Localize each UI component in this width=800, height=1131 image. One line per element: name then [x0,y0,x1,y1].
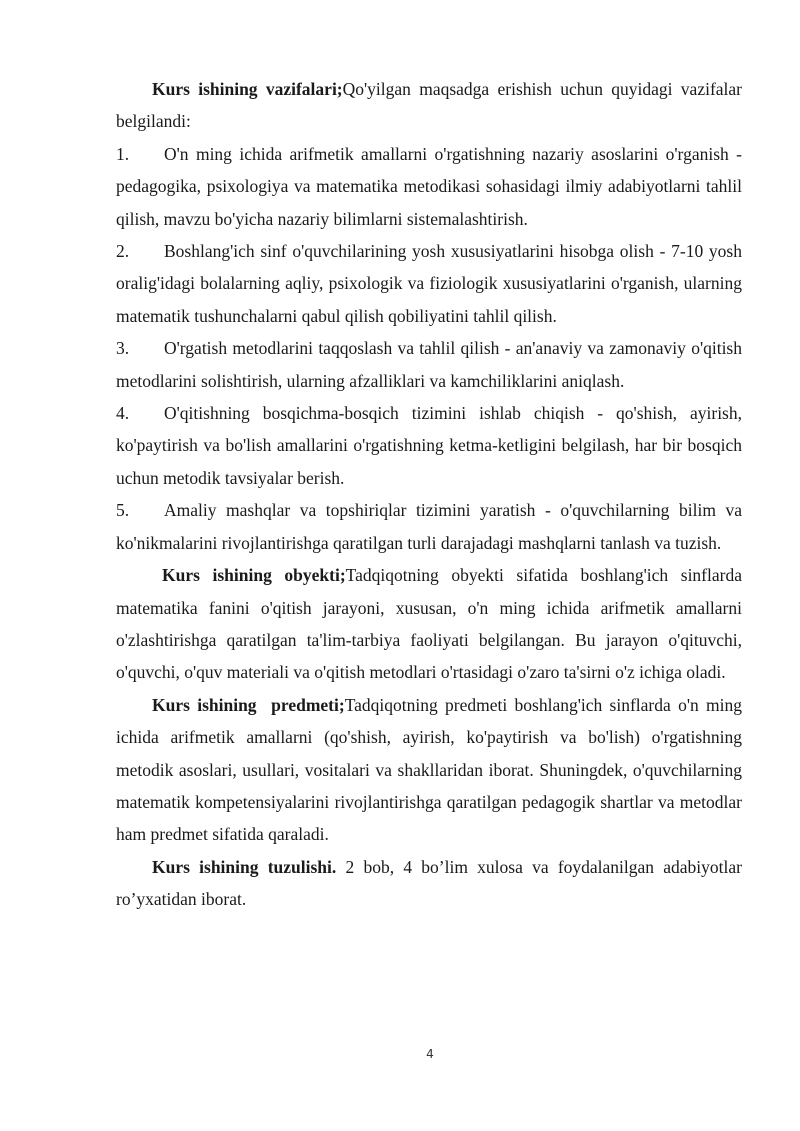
list-item [116,494,742,559]
subject-paragraph [116,689,742,851]
list-number: 1. [116,143,130,164]
structure-heading: Kurs ishining tuzulishi. [152,856,337,877]
list-item [116,332,742,397]
list-text: Boshlang'ich sinf o'quvchilarining yosh xususiyatlarini hisobga olish - 7-10 yosh oralig'idagi bolalarning aqliy, psixologik va fiziologik xususiyatlarini o'rganish, ularning matematik tushunchalarni qabul qilish qobiliyatini tahlil qilish. [116,241,742,326]
list-item [116,397,742,494]
page-number: 4 [426,1047,434,1061]
subject-heading: Kurs ishining predmeti; [152,694,345,715]
object-heading: Kurs ishining obyekti; [162,565,346,586]
list-text: O'qitishning bosqichma-bosqich tizimini ishlab chiqish - qo'shish, ayirish, ko'paytirish va bo'lish amallarini o'rgatishning ketma-ketligini belgilash, har bir bosqich uchun metodik tavsiyalar berish. [116,403,742,488]
object-paragraph [116,559,742,689]
list-item [116,138,742,235]
structure-text: 2 bob, 4 bo’lim xulosa va foydalanilgan adabiyotlar ro’yxatidan iborat. [116,856,742,910]
list-text: O'rgatish metodlarini taqqoslash va tahlil qilish - an'anaviy va zamonaviy o'qitish metodlarini solishtirish, ularning afzalliklari va kamchiliklarini aniqlash. [116,338,742,391]
page-body [116,73,742,916]
tasks-heading: Kurs ishining vazifalari; [152,79,343,99]
subject-text: Tadqiqotning predmeti boshlang'ich sinflarda o'n ming ichida arifmetik amallarni (qo'shish, ayirish, ko'paytirish va bo'lish) o'rgatishning metodik asoslari, usullari, vositalari va shakllaridan iborat. Shuningdek, o'quvchilarning matematik kompetensiyalarini rivojlantirishga qaratilgan pedagogik shartlar va metodlar ham predmet sifatida qaraladi. [116,694,742,845]
tasks-intro: Qo'yilgan maqsadga erishish uchun quyidagi vazifalar belgilandi: [116,79,743,132]
list-item [116,235,742,332]
tasks-paragraph [116,73,742,138]
structure-paragraph [116,851,742,916]
list-number: 5. [116,500,130,521]
list-number: 2. [116,241,130,262]
list-number: 3. [116,338,130,359]
list-text: Amaliy mashqlar va topshiriqlar tizimini yaratish - o'quvchilarning bilim va ko'nikmalarini rivojlantirishga qaratilgan turli darajadagi mashqlarni tanlash va tuzish. [116,500,742,553]
object-text: Tadqiqotning obyekti sifatida boshlang'ich sinflarda matematika fanini o'qitish jarayoni, xususan, o'n ming ichida arifmetik amallarni o'zlashtirishga qaratilgan ta'lim-tarbiya faoliyati belgilangan. Bu jarayon o'qituvchi, o'quvchi, o'quv materiali va o'qitish metodlari o'rtasidagi o'zaro ta'sirni o'z ichiga oladi. [116,565,742,683]
list-number: 4. [116,403,130,424]
list-text: O'n ming ichida arifmetik amallarni o'rgatishning nazariy asoslarini o'rganish - pedagogika, psixologiya va matematika metodikasi sohasidagi ilmiy adabiyotlarni tahlil qilish, mavzu bo'yicha nazariy bilimlarni sistemalashtirish. [116,143,742,229]
